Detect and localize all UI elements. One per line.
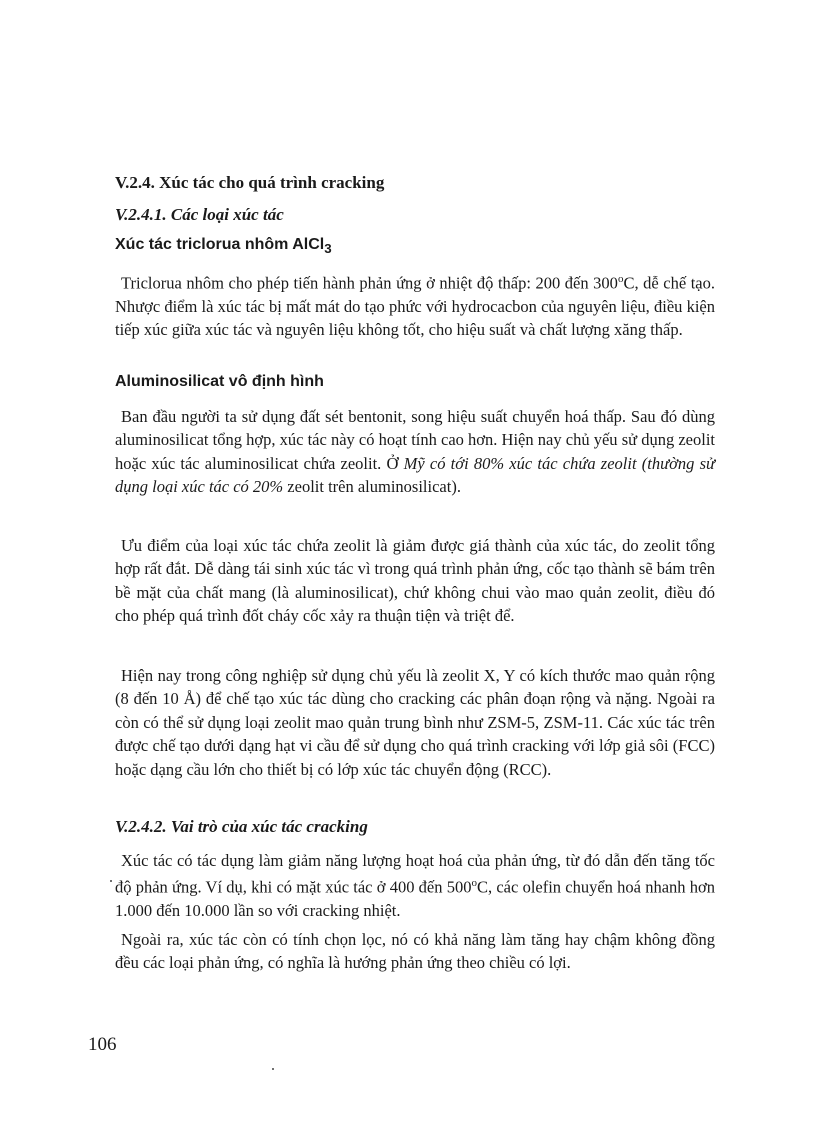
paragraph-zeolit-industry: Hiện nay trong công nghiệp sử dụng chủ yếu là zeolit X, Y có kích thước mao quản rộng (8 đến 10 Å) để chế tạo xúc tác dùng cho cracking các phân đoạn rộng và nặng. Ngoài ra còn có thể sử dụng loại zeolit mao quản trung bình như ZSM-5, ZSM-11. Các xúc tác trên được chế tạo dưới dạng hạt vi cầu để sử dụng cho quá trình cracking với lớp giả sôi (FCC) hoặc dạng cầu lớn cho thiết bị có lớp xúc tác chuyển động (RCC). — [115, 666, 715, 779]
heading-aluminosilicat: Aluminosilicat vô định hình — [115, 373, 324, 390]
paragraph-advantages: Ưu điểm của loại xúc tác chứa zeolit là giảm được giá thành của xúc tác, do zeolit tổng hợp rất đắt. Dễ dàng tái sinh xúc tác vì trong quá trình phản ứng, cốc tạo thành sẽ bám trên bề mặt của chất mang (là aluminosilicat), chứ không chui vào mao quản zeolit, điều đó cho phép quá trình đốt cháy cốc xảy ra thuận tiện và triệt để. — [115, 536, 715, 626]
section-title: V.2.4. Xúc tác cho quá trình cracking — [115, 173, 385, 192]
paragraph-catalyst-role-part-b: C, các olefin chuyển hoá nhanh hơn 1.000 đến 10.000 lần so với cracking nhiệt. — [115, 877, 715, 921]
paragraph-alcl3-part-b: C, dễ chế tạo. Nhược điểm là xúc tác bị mất mát do tạo phức với hydrocacbon của nguyên liệu, điều kiện tiếp xúc giữa xúc tác và nguyên liệu không tốt, cho hiệu suất và chất lượng xăng thấp. — [115, 273, 715, 340]
page-number: 106 — [88, 1034, 117, 1055]
paragraph-aluminosilicat-part-b: zeolit trên aluminosilicat). — [283, 477, 461, 497]
paragraph-catalyst-role-part-a: Xúc tác có tác dụng làm giảm năng lượng hoạt hoá của phản ứng, từ đó dẫn đến tăng tốc độ phản ứng. Ví dụ, khi có mặt xúc tác ở 400 đến 500 — [115, 851, 715, 897]
subsection-title-2: V.2.4.2. Vai trò của xúc tác cracking — [115, 817, 368, 836]
subsection-title-1: V.2.4.1. Các loại xúc tác — [115, 205, 284, 224]
paragraph-aluminosilicat — [115, 405, 715, 499]
paragraph-catalyst-role — [115, 849, 715, 923]
heading-alcl3-subscript: 3 — [324, 241, 332, 257]
scan-speck — [272, 1068, 274, 1070]
heading-alcl3 — [115, 236, 715, 256]
degree-sup: o — [617, 273, 624, 285]
paragraph-selectivity: Ngoài ra, xúc tác còn có tính chọn lọc, nó có khả năng làm tăng hay chậm không đồng đều các loại phản ứng, có nghĩa là hướng phản ứng theo chiều có lợi. — [115, 930, 715, 973]
heading-alcl3-text: Xúc tác triclorua nhôm AlCl — [115, 236, 325, 253]
paragraph-alcl3 — [115, 268, 715, 342]
scan-speck — [110, 880, 112, 882]
paragraph-aluminosilicat-part-a: Ban đầu người ta sử dụng đất sét bentonit, song hiệu suất chuyển hoá thấp. Sau đó dùng aluminosilicat tổng hợp, xúc tác này có hoạt tính cao hơn. Hiện nay chủ yếu sử dụng zeolit hoặc xúc tác aluminosilicat chứa zeolit. Ở — [115, 407, 715, 473]
degree-sup-2: o — [471, 877, 477, 890]
paragraph-aluminosilicat-italic: Mỹ có tới 80% xúc tác chứa zeolit (thường sử dụng loại xúc tác có 20% — [115, 453, 715, 497]
paragraph-alcl3-part-a: Triclorua nhôm cho phép tiến hành phản ứng ở nhiệt độ thấp: 200 đến 300 — [121, 273, 618, 293]
